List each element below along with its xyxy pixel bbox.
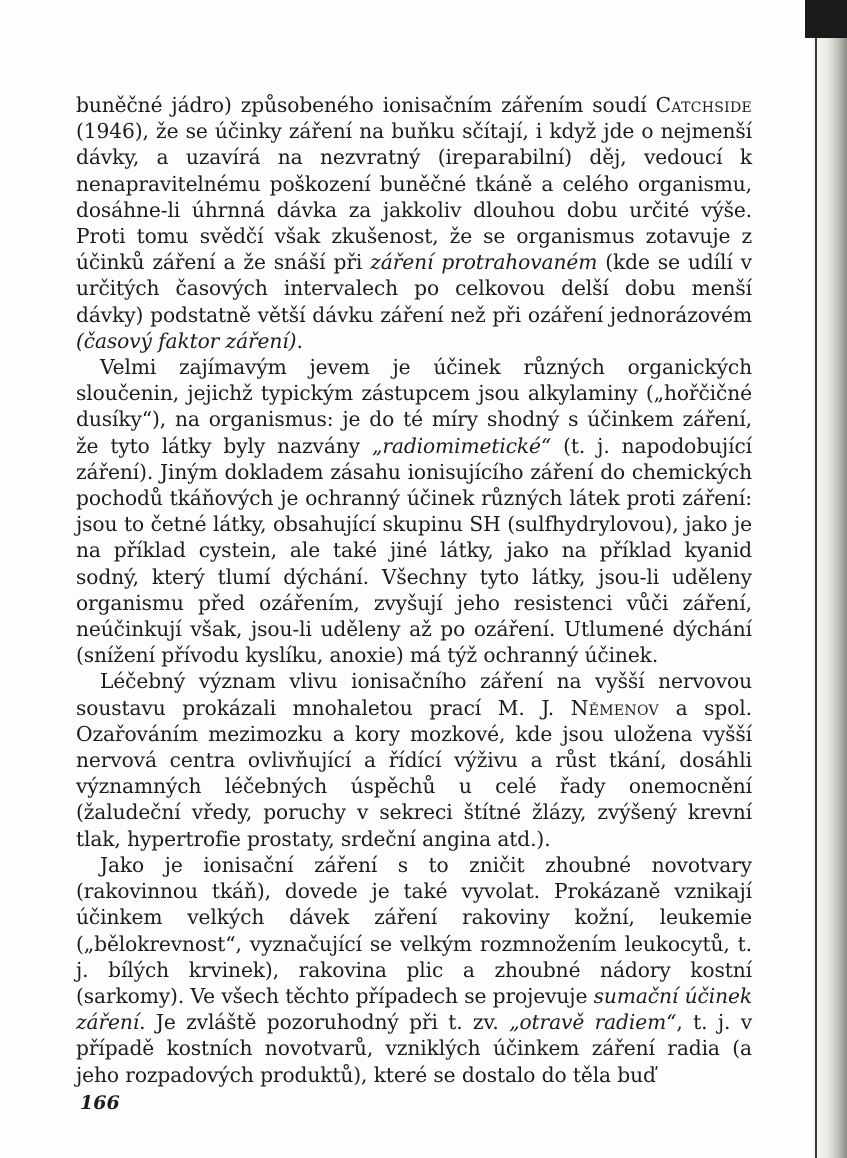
text-run: . Je zvláště pozoruhodný při t. zv. [139, 1010, 510, 1035]
body-text [76, 92, 752, 1088]
paragraph-2 [76, 354, 752, 668]
paragraph-1 [76, 92, 752, 354]
text-run: a spol. Ozařováním mezimozku a kory mozkové, kde jsou uložena vyšší nervová centra ovlivňující a řídící výživu a růst tkání, dosáhli významných léčebných úspěchů u celé řady onemocnění (žaludeční vředy, poruchy v sekreci štítné žlázy, zvýšený krevní tlak, hypertrofie prostaty, srdeční angina atd.). [76, 695, 752, 851]
emphasis: „otravě radiem“ [509, 1010, 677, 1035]
text-run: . [296, 328, 303, 353]
text-run: (1946), že se účinky záření na buňku sčítají, i když jde o nejmenší dávky, a uzavírá na nezvratný (ireparabilní) děj, vedoucí k nenapravitelnému poškození buněčné tkáně a celého organismu, dosáhne-li úhrnná dávka za jakkoliv dlouhou dobu určité výše. Proti tomu svědčí však zkušenost, že se organismus zotavuje z účinků záření a že snáší při [76, 119, 752, 275]
text-run: (kde se udílí v určitých časových intervalech po celkovou delší dobu menší dávky) podstatně větší dávku záření než při ozáření jednorázovém [76, 250, 752, 327]
scan-shadow-corner [805, 0, 847, 38]
author-name: Catchside [655, 93, 752, 117]
emphasis: (časový faktor záření) [76, 328, 297, 353]
text-run: buněčné jádro) způsobeného ionisačním zářením soudí [76, 93, 656, 117]
text-run: (t. j. napodobující záření). Jiným dokladem zásahu ionisujícího záření do chemických pochodů tkáňových je ochranný účinek různých látek proti záření: jsou to četné látky, obsahující skupinu SH (sulfhydrylovou), jako je na příklad cystein, ale také jiné látky, jako na příklad kyanid sodný, který tlumí dýchání. Všechny tyto látky, jsou-li uděleny organismu před ozářením, zvyšují jeho resistenci vůči záření, neúčinkují však, jsou-li uděleny až po ozáření. Utlumené dýchání (snížení přívodu kyslíku, anoxie) má týž ochranný účinek. [76, 433, 753, 668]
paragraph-4 [76, 852, 752, 1088]
page-binding-shadow [813, 38, 847, 1158]
text-run: , t. j. v případě kostních novotvarů, vzniklých účinkem záření radia (a jeho rozpadových produktů), které se dostalo do těla buď [76, 1010, 752, 1087]
emphasis: „radiomimetické“ [371, 433, 552, 458]
author-name: Němenov [570, 695, 659, 720]
emphasis: sumační účinek záření [76, 983, 752, 1035]
text-run: Jako je ionisační záření s to zničit zhoubné novotvary (rakovinnou tkáň), dovede je také vyvolat. Prokázaně vznikají účinkem velkých dávek záření rakoviny kožní, leukemie („bělokrevnost“, vyznačující se velkým rozmnožením leukocytů, t. j. bílých krvinek), rakovina plic a zhoubné nádory kostní (sarkomy). Ve všech těchto případech se projevuje [76, 852, 752, 1008]
emphasis: záření protrahovaném [370, 250, 598, 275]
text-run: Velmi zajímavým jevem je účinek různých organických sloučenin, jejichž typickým zástupcem jsou alkylaminy („hořčičné dusíky“), na organismus: je do té míry shodný s účinkem záření, že tyto látky byly nazvány [76, 355, 752, 458]
page-number: 166 [80, 1092, 120, 1114]
text-run: Léčebný význam vlivu ionisačního záření na vyšší nervovou soustavu prokázali mnohaletou prací M. J. [76, 669, 752, 720]
paragraph-3 [76, 668, 752, 851]
page-edge-line [815, 38, 817, 1158]
